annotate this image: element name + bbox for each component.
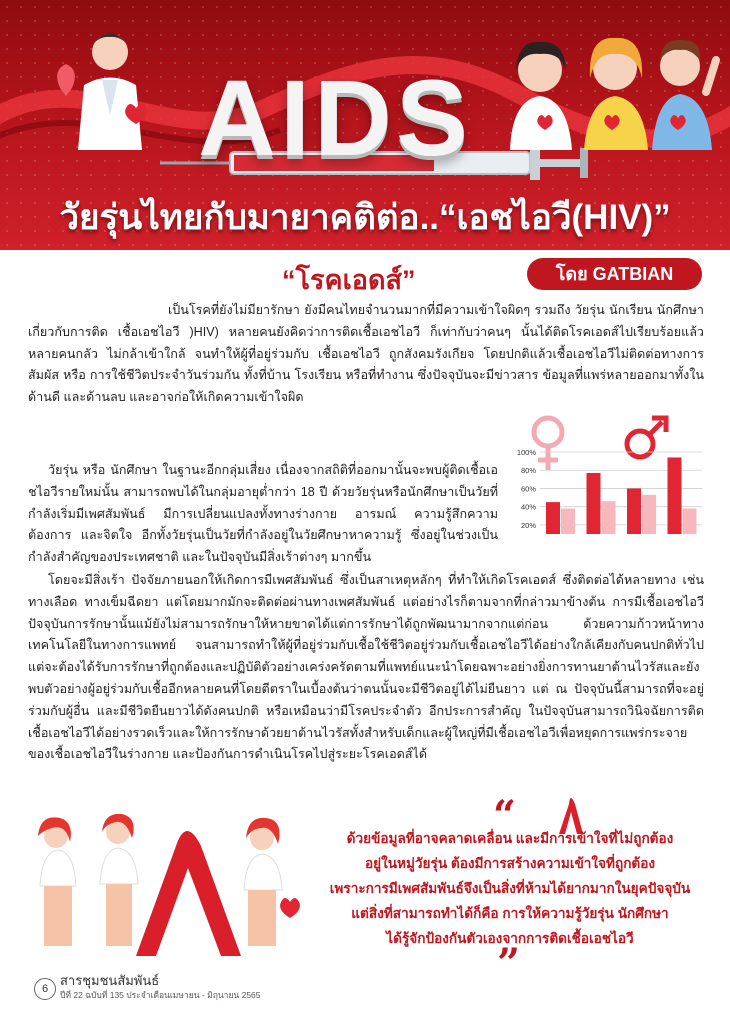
article-subtitle: “โรคเอดส์” [282,265,416,295]
chart-bar-series-b-1 [561,508,575,534]
page-number: 6 [34,978,56,1000]
male-symbol-icon [627,418,666,457]
red-ribbon-icon [136,831,241,956]
paragraph-3: โดยจะมีสิ่งเร้า ปัจจัยภายนอกให้เกิดการมีเพศสัมพันธ์ ซึ่งเป็นสาเหตุหลักๆ ที่ทำให้เกิดโรคเอดส์ ซึ่งติดต่อได้หลายทาง เช่น ทางเลือด ทางเข็มฉีดยา แต่โดยมากมักจะติดต่อผ่านทางเพศสัมพันธ์ แต่อย่างไรก็ตามจากที่กล่าวมาข้างต้น การมีเชื้อเอชไอวี ปัจจุบันการรักษานั้นแม้ยังไม่สามารถรักษาให้หายขาดได้แต่การรักษาได้ถูกพัฒนามากจากแต่ก่อน ด้วยความก้าวหน้าทางเทคโนโลยีในทางการแพทย์ จนสามารถทำให้ผู้ที่อยู่ร่วมกับเชื้อใช้ชีวิตอยู่ร่วมกับเชื้อเอชไอวีได้อย่างใกล้เคียงกับคนปกติทั่วไปแต่จะต้องได้รับการรักษาที่ถูกต้องและปฏิบัติตัวอย่างเคร่งครัดตามที่แพทย์แนะนำโดยฉพาะอย่างยิ่งการทานยาต้านไวรัสและยังพบตัวอย่างผู้อยู่ร่วมกับเชื้ออีกหลายคนที่โดยตีตราในเบื้องต้นว่าตนนั้นจะมีชีวิตอยู่ได้ไม่ยืนยาว แต่ ณ ปัจจุบันนี้สามารถที่จะอยู่ร่วมกับผู้อื่น และมีชีวิตยืนยาวได้ดังคนปกติ หรือเหมือนว่ามีโรคประจำตัว อีกประการสำคัญ ในปัจจุบันสามารถวินิจฉัยการติดเชื้อเอชไอวีได้อย่างรวดเร็วและให้การรักษาด้วยยาต้านไวรัสทั้งสำหรับเด็กและผู้ใหญ่ที่มีเชื้อเอชไอวีเพื่อหยุดการแพร่กระจายของเชื้อเอชไอวีในร่างกาย และป้องกันการดำเนินโรคไปสู่ระยะโรคเอดส์ได้ [28,573,704,762]
chart-bar-series-a-1 [546,502,560,534]
quote-line: ได้รู้จักป้องกันตัวเองจากการติดเชื้อเอชไอวี [386,931,634,946]
quote-open-mark: “ [493,792,517,839]
paragraph-2: วัยรุ่น หรือ นักศึกษา ในฐานะอีกกลุ่มเสี่ยง เนื่องจากสถิติที่ออกมานั้นจะพบผู้ติดเชื้อเอชไอวีรายใหม่นั้น สามารถพบได้ในกลุ่มอายุต่ำกว่า 18 ปี ด้วยวัยรุ่นหรือนักศึกษาเป็นวัยที่กำลังเริ่มมีเพศสัมพันธ์ มีการเปลี่ยนแปลงทั้งทางร่างกาย อารมณ์ ความรู้สึกความต้องการ และจิตใจ อีกทั้งวัยรุ่นเป็นวัยที่กำลังอยู่ในวัยศึกษาหาความรู้ ซึ่งอยู่ในช่วงเป็นกำลังสำคัญของประเทศชาติ และในปัจจุบันมีสิ่งเร้าต่างๆ มากขึ้น [28,463,498,565]
quote-line: แต่สิ่งที่สามารถทำได้ก็คือ การให้ความรู้วัยรุ่น นักศึกษา [351,906,669,921]
people-illustration [510,38,716,150]
ribbon-people-illustration [26,806,306,966]
chart-bar-series-a-3 [627,488,641,534]
chart-y-tick-label: 20% [520,520,536,530]
issue-info: ปีที่ 22 ฉบับที่ 135 ประจำเดือนเมษายน - มิถุนายน 2565 [60,990,261,1000]
chart-bar-series-b-4 [683,508,697,534]
quote-line: เพราะการมีเพศสัมพันธ์จึงเป็นสิ่งที่ห้ามได้ยากมากในยุคปัจจุบัน [329,881,691,896]
chart-bar-series-a-4 [668,457,682,534]
quote-close-mark: ” [497,940,521,987]
quote-line: อยู่ในหมู่วัยรุ่น ต้องมีการสร้างความเข้าใจที่ถูกต้อง [364,856,656,871]
chart-bar-series-a-2 [587,473,601,534]
aids-headline: AIDS [198,57,473,178]
chart-bar-series-b-3 [642,495,656,534]
chart-y-tick-label: 40% [520,502,536,512]
chart-y-tick-label: 60% [520,484,536,494]
quote-line: ด้วยข้อมูลที่อาจคลาดเคลื่อน และมีการเข้าใจที่ไม่ถูกต้อง [346,831,674,846]
chart-y-tick-label: 80% [520,466,536,476]
female-symbol-icon [534,418,562,470]
page-title: วัยรุ่นไทยกับมายาคติต่อ..“เอชไอวี(HIV)” [59,198,671,237]
author-badge: โดย GATBIAN [527,258,702,290]
chart-bar-series-b-2 [602,501,616,534]
header-banner [0,0,730,250]
chart-y-tick-label: 100% [516,448,536,457]
paragraph-1: เป็นโรคที่ยังไม่มียารักษา ยังมีคนไทยจำนวนมากที่มีความเข้าใจผิดๆ รวมถึง วัยรุ่น นักเรียน นักศึกษา เกี่ยวกับการติด เชื้อเอชไอวี )HIV) หลายคนยังคิดว่าการติดเชื้อเอชไอวี ก็เท่ากับว่าคนๆ นั้นได้ติดโรคเอดส์ไปเรียบร้อยแล้ว หลายคนกลัว ไม่กล้าเข้าใกล้ จนทำให้ผู้ที่อยู่ร่วมกับ เชื้อเอชไอวี ถูกสังคมรังเกียจ โดยปกติแล้วเชื้อเอชไอวีไม่ติดต่อทางการสัมผัส หรือ การใช้ชีวิตประจำวันร่วมกัน ทั้งที่บ้าน โรงเรียน หรือที่ทำงาน ซึ่งปัจจุบันจะมีข่าวสาร ข้อมูลที่แพร่หลายออกมาทั้งในด้านดี และด้านลบ และอาจก่อให้เกิดความเข้าใจผิด [28,303,704,405]
pull-quote [300,826,720,951]
publication-title: สารชุมชนสัมพันธ์ [60,973,160,988]
statistics-bar-chart [506,412,706,538]
